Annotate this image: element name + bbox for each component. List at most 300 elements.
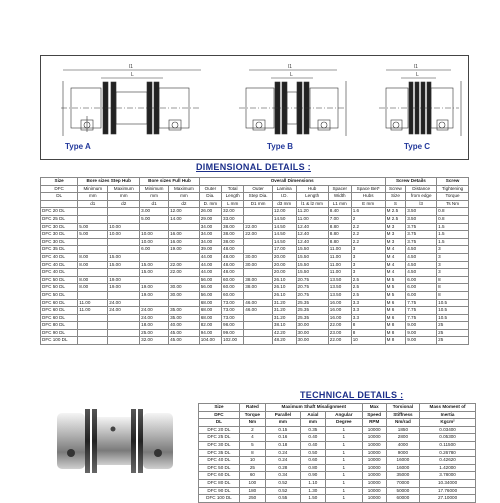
- table-cell: 46.00: [244, 299, 273, 307]
- table-cell: 3.3: [351, 314, 385, 322]
- table-cell: 250: [239, 495, 265, 503]
- table-cell: 38.00: [244, 284, 273, 292]
- table-cell: 3.75: [406, 223, 437, 231]
- table-cell: 16.00: [328, 307, 351, 315]
- dim-h4-6: L mm: [222, 200, 244, 208]
- table-cell: 10000: [362, 495, 386, 503]
- table-cell: 11.00: [328, 253, 351, 261]
- table-cell: 3: [351, 246, 385, 254]
- table-cell: 11.00: [78, 307, 108, 315]
- table-row: [199, 479, 476, 487]
- table-cell: [78, 246, 108, 254]
- table-cell: DFC 50 DL: [41, 291, 78, 299]
- table-cell: 3: [437, 269, 469, 277]
- table-cell: 22.00: [328, 337, 351, 345]
- table-cell: 25.35: [296, 314, 328, 322]
- table-cell: [108, 329, 140, 337]
- tech-h2-4: Angular: [325, 411, 362, 419]
- table-cell: 0.50: [300, 449, 325, 457]
- table-cell: M 8: [385, 322, 406, 330]
- table-cell: 8.00: [78, 276, 108, 284]
- table-cell: 3.3: [351, 307, 385, 315]
- table-row: [41, 215, 469, 223]
- table-cell: 1: [325, 495, 362, 503]
- table-cell: 0.24: [265, 457, 300, 465]
- table-cell: DFC 40 DL: [41, 261, 78, 269]
- table-cell: 4.50: [406, 246, 437, 254]
- table-cell: 3.75: [406, 238, 437, 246]
- table-cell: 10000: [362, 487, 386, 495]
- dim-h4-9: l1 & l2 mm: [296, 200, 328, 208]
- table-cell: 15.50: [296, 261, 328, 269]
- table-cell: M 4: [385, 261, 406, 269]
- tech-h2-6: Stiffness: [386, 411, 419, 419]
- table-cell: [244, 238, 273, 246]
- table-cell: 0.05300: [420, 434, 476, 442]
- table-cell: 1.5: [437, 231, 469, 239]
- table-cell: 19.00: [108, 284, 140, 292]
- table-cell: 4: [239, 434, 265, 442]
- table-row: [41, 329, 469, 337]
- table-cell: 22.00: [328, 322, 351, 330]
- table-cell: M 3: [385, 223, 406, 231]
- table-cell: 10.34000: [420, 479, 476, 487]
- table-cell: [244, 291, 273, 299]
- table-cell: 44.00: [199, 261, 221, 269]
- table-cell: [244, 322, 273, 330]
- table-cell: 10000: [362, 434, 386, 442]
- table-cell: DFC 100 DL: [41, 337, 78, 345]
- table-cell: DFC 30 DL: [41, 231, 78, 239]
- table-cell: 25.35: [296, 299, 328, 307]
- table-cell: 3: [437, 246, 469, 254]
- tech-h2-5: Speed: [362, 411, 386, 419]
- table-cell: DFC 40 DL: [199, 457, 240, 465]
- table-cell: 68.00: [199, 299, 221, 307]
- table-cell: 11.00: [328, 246, 351, 254]
- tech-h3-0: DL: [199, 419, 240, 427]
- tcol-misalignment: Maximum Shaft Misalignment: [265, 404, 362, 412]
- table-cell: 1.6: [351, 208, 385, 216]
- tech-h3-6: Nm/rad: [386, 419, 419, 427]
- table-cell: 73.00: [222, 299, 244, 307]
- table-cell: [108, 208, 140, 216]
- type-b-label: Type B: [267, 142, 294, 151]
- dim-h2-7: Outer: [244, 185, 273, 193]
- dim-h3-13: from edge: [406, 193, 437, 201]
- table-cell: 12.00: [169, 208, 200, 216]
- table-cell: 4.50: [406, 261, 437, 269]
- table-cell: 12.40: [296, 223, 328, 231]
- dim-h4-12: S: [385, 200, 406, 208]
- table-cell: DFC 50 DL: [199, 464, 240, 472]
- table-cell: [244, 314, 273, 322]
- table-cell: 100: [239, 479, 265, 487]
- table-cell: 1: [325, 472, 362, 480]
- table-cell: 0.40: [300, 441, 325, 449]
- table-cell: 22.00: [244, 223, 273, 231]
- dim-h4-10: L1 mm: [328, 200, 351, 208]
- table-cell: 25: [437, 337, 469, 345]
- table-cell: 6.00: [406, 291, 437, 299]
- table-cell: 0.8: [437, 208, 469, 216]
- table-cell: 2.2: [351, 238, 385, 246]
- table-cell: DFC 20 DL: [199, 426, 240, 434]
- table-cell: DFC 25 DL: [199, 434, 240, 442]
- table-cell: 3: [437, 253, 469, 261]
- table-cell: 3.78000: [420, 472, 476, 480]
- table-cell: 48.00: [222, 246, 244, 254]
- table-cell: 6.00: [406, 284, 437, 292]
- table-cell: 10000: [362, 457, 386, 465]
- table-cell: DFC 20 DL: [41, 208, 78, 216]
- table-cell: M 5: [385, 291, 406, 299]
- table-cell: 0.60: [300, 457, 325, 465]
- table-cell: 8.40: [328, 208, 351, 216]
- table-cell: M 4: [385, 269, 406, 277]
- table-cell: 1: [325, 449, 362, 457]
- table-cell: [244, 269, 273, 277]
- table-cell: 0.18: [265, 441, 300, 449]
- dim-l-c: L: [416, 72, 419, 78]
- dim-h3-1: mm: [78, 193, 108, 201]
- table-cell: 14.00: [169, 215, 200, 223]
- table-cell: 38.00: [244, 276, 273, 284]
- table-row: [199, 495, 476, 503]
- table-cell: 16.00: [169, 231, 200, 239]
- table-cell: [244, 215, 273, 223]
- table-cell: 8.00: [78, 261, 108, 269]
- table-cell: M 6: [385, 299, 406, 307]
- tech-h2-0: DFC: [199, 411, 240, 419]
- table-cell: 1: [325, 457, 362, 465]
- table-cell: M 2.5: [385, 215, 406, 223]
- table-cell: DFC 60 DL: [41, 299, 78, 307]
- table-cell: [169, 223, 200, 231]
- table-cell: DFC 60 DL: [199, 472, 240, 480]
- dim-h4-14: Ts Nm: [437, 200, 469, 208]
- table-cell: 8: [437, 291, 469, 299]
- table-cell: 16.00: [169, 238, 200, 246]
- table-cell: 5.00: [140, 215, 169, 223]
- table-cell: 30.00: [296, 322, 328, 330]
- dim-h3-9: Length: [296, 193, 328, 201]
- table-cell: [108, 314, 140, 322]
- table-cell: 1.42000: [420, 464, 476, 472]
- table-cell: 10000: [362, 441, 386, 449]
- table-cell: 10.00: [140, 231, 169, 239]
- table-cell: [244, 208, 273, 216]
- table-cell: [140, 253, 169, 261]
- table-cell: 38.00: [222, 238, 244, 246]
- table-cell: 30.00: [169, 291, 200, 299]
- table-cell: 0.90: [300, 472, 325, 480]
- table-row: [41, 322, 469, 330]
- table-cell: DFC 90 DL: [41, 329, 78, 337]
- table-cell: 38.00: [222, 231, 244, 239]
- table-cell: 1: [325, 426, 362, 434]
- table-cell: 26.10: [272, 276, 296, 284]
- tcol-rated: Rated: [239, 404, 265, 412]
- table-cell: 29.00: [199, 215, 221, 223]
- table-row: [41, 246, 469, 254]
- table-cell: 1.50: [300, 495, 325, 503]
- table-cell: 2.5: [351, 276, 385, 284]
- table-cell: DFC 60 DL: [41, 307, 78, 315]
- col-screw: Screw: [437, 178, 469, 186]
- table-cell: 14.50: [272, 231, 296, 239]
- table-cell: 82.00: [199, 322, 221, 330]
- table-cell: 9.00: [406, 322, 437, 330]
- table-cell: 2.2: [351, 223, 385, 231]
- table-cell: [169, 253, 200, 261]
- tech-h2-2: Parallel: [265, 411, 300, 419]
- dim-h4-7: D1 mm: [244, 200, 273, 208]
- table-cell: [108, 246, 140, 254]
- tech-h2-1: Torque: [239, 411, 265, 419]
- table-cell: 1.30: [300, 487, 325, 495]
- dim-h3-11: Hubs: [351, 193, 385, 201]
- table-cell: 12.40: [296, 238, 328, 246]
- table-cell: 16000: [386, 457, 419, 465]
- table-cell: [169, 276, 200, 284]
- table-cell: 24.00: [140, 314, 169, 322]
- coupling-photo: [47, 391, 187, 487]
- table-cell: 0.80: [300, 464, 325, 472]
- table-cell: 11.00: [296, 215, 328, 223]
- table-cell: M 6: [385, 314, 406, 322]
- table-cell: 60.00: [222, 284, 244, 292]
- table-cell: 10000: [362, 479, 386, 487]
- table-cell: 10.5: [437, 307, 469, 315]
- table-cell: 10000: [362, 472, 386, 480]
- dim-h3-2: mm: [108, 193, 140, 201]
- tcol-inertia: Mass Moment of: [420, 404, 476, 412]
- table-cell: 180: [239, 487, 265, 495]
- table-cell: 14.50: [272, 223, 296, 231]
- table-cell: 3.00: [140, 208, 169, 216]
- table-cell: 30.00: [296, 329, 328, 337]
- dim-h3-12: Size: [385, 193, 406, 201]
- table-cell: 16.00: [328, 314, 351, 322]
- table-cell: [108, 291, 140, 299]
- table-cell: 23.00: [328, 329, 351, 337]
- type-c-label: Type C: [404, 142, 431, 151]
- table-cell: 10.5: [437, 314, 469, 322]
- table-cell: 24.00: [108, 299, 140, 307]
- table-cell: 2800: [386, 434, 419, 442]
- table-row: [41, 269, 469, 277]
- dim-h4-2: d2: [108, 200, 140, 208]
- dim-h4-4: d2: [169, 200, 200, 208]
- dim-h2-3: Minimum: [140, 185, 169, 193]
- table-cell: DFC 35 DL: [199, 449, 240, 457]
- table-cell: 73.00: [222, 307, 244, 315]
- table-cell: 3.75: [406, 231, 437, 239]
- table-cell: 1850: [386, 426, 419, 434]
- table-cell: 10.5: [437, 299, 469, 307]
- col-screw-details: Screw Details: [385, 178, 437, 186]
- table-row: [199, 457, 476, 465]
- table-cell: 32.00: [222, 208, 244, 216]
- table-cell: 56.00: [199, 284, 221, 292]
- tech-h3-4: Degree: [325, 419, 362, 427]
- dim-h3-10: Width: [328, 193, 351, 201]
- table-row: [199, 464, 476, 472]
- dim-h2-14: Tightening: [437, 185, 469, 193]
- table-cell: 2.2: [351, 231, 385, 239]
- table-row: [41, 276, 469, 284]
- table-cell: 15.00: [108, 261, 140, 269]
- table-cell: 1.10: [300, 479, 325, 487]
- table-row: [199, 441, 476, 449]
- table-cell: 26.00: [199, 208, 221, 216]
- table-cell: [108, 215, 140, 223]
- table-cell: 1: [325, 441, 362, 449]
- table-cell: 12.00: [272, 208, 296, 216]
- table-cell: M 4: [385, 246, 406, 254]
- table-cell: 6.00: [406, 276, 437, 284]
- table-cell: 8: [437, 276, 469, 284]
- table-row: [199, 434, 476, 442]
- table-cell: 60.00: [222, 276, 244, 284]
- table-cell: [140, 223, 169, 231]
- table-cell: 1: [325, 487, 362, 495]
- table-cell: 27.10000: [420, 495, 476, 503]
- dim-label-c: l1: [414, 64, 418, 70]
- table-cell: 3: [351, 269, 385, 277]
- table-cell: 7.00: [328, 215, 351, 223]
- dimensional-details-title: DIMENSIONAL DETAILS :: [196, 162, 311, 172]
- table-cell: 25: [239, 464, 265, 472]
- table-cell: 15.00: [140, 269, 169, 277]
- table-cell: 0.35: [300, 426, 325, 434]
- table-cell: 10: [351, 337, 385, 345]
- table-cell: 13.50: [328, 284, 351, 292]
- table-cell: 56.00: [199, 276, 221, 284]
- dim-h2-9: Hub: [296, 185, 328, 193]
- tech-h3-7: Kgcm²: [420, 419, 476, 427]
- table-cell: 5.00: [78, 223, 108, 231]
- table-cell: 0.42620: [420, 457, 476, 465]
- table-cell: 33.00: [222, 215, 244, 223]
- table-cell: DFC 50 DL: [41, 284, 78, 292]
- dim-h3-14: Torque: [437, 193, 469, 201]
- table-cell: 0.8: [437, 215, 469, 223]
- table-cell: DFC 40 DL: [41, 253, 78, 261]
- table-cell: 8: [437, 284, 469, 292]
- table-cell: 39.00: [199, 246, 221, 254]
- table-cell: 3: [351, 261, 385, 269]
- table-cell: 25: [437, 329, 469, 337]
- table-cell: 1.5: [437, 223, 469, 231]
- dim-h2-10: Spacer: [328, 185, 351, 193]
- table-cell: 24.00: [140, 307, 169, 315]
- type-a-drawing: [61, 70, 201, 136]
- dim-h3-6: Length: [222, 193, 244, 201]
- table-cell: 50000: [386, 487, 419, 495]
- table-cell: 8.00: [78, 253, 108, 261]
- table-cell: 19.00: [169, 246, 200, 254]
- dim-h4-1: d1: [78, 200, 108, 208]
- table-cell: M 5: [385, 276, 406, 284]
- table-cell: 8.80: [328, 238, 351, 246]
- table-cell: 12.40: [296, 231, 328, 239]
- table-cell: 2: [239, 426, 265, 434]
- table-cell: 26.10: [272, 291, 296, 299]
- dim-label-a: l1: [129, 64, 133, 70]
- dim-h2-12: Screw: [385, 185, 406, 193]
- table-cell: 31.20: [272, 299, 296, 307]
- table-cell: 14.50: [272, 215, 296, 223]
- table-cell: 34.00: [199, 223, 221, 231]
- table-cell: 0.24: [265, 449, 300, 457]
- table-cell: 0.55: [265, 495, 300, 503]
- table-cell: 26.10: [272, 284, 296, 292]
- dimensional-table: [40, 177, 469, 345]
- table-cell: 20.00: [272, 269, 296, 277]
- table-cell: 10000: [362, 464, 386, 472]
- table-cell: 9.00: [406, 329, 437, 337]
- table-cell: 8: [351, 329, 385, 337]
- table-cell: [244, 329, 273, 337]
- table-cell: 30.00: [244, 261, 273, 269]
- table-cell: [78, 329, 108, 337]
- table-cell: M 2.5: [385, 208, 406, 216]
- dim-label-b: l1: [288, 64, 292, 70]
- dim-l-b: L: [290, 72, 293, 78]
- dim-h4-3: d1: [140, 200, 169, 208]
- table-cell: 35.00: [169, 307, 200, 315]
- table-cell: 24.00: [108, 307, 140, 315]
- table-row: [41, 231, 469, 239]
- table-cell: DFC 90 DL: [199, 487, 240, 495]
- dim-h3-3: mm: [140, 193, 169, 201]
- tcol-size: Size: [199, 404, 240, 412]
- table-cell: 17.76000: [420, 487, 476, 495]
- table-row: [199, 472, 476, 480]
- table-cell: 48.00: [222, 269, 244, 277]
- table-cell: 35.00: [169, 314, 200, 322]
- dim-h2-13: Distance: [406, 185, 437, 193]
- table-cell: [140, 276, 169, 284]
- table-cell: 14.50: [272, 238, 296, 246]
- table-cell: 0.28: [265, 464, 300, 472]
- table-cell: 30.00: [244, 253, 273, 261]
- table-cell: 20.00: [272, 261, 296, 269]
- technical-table: [198, 403, 476, 503]
- table-cell: 30.00: [296, 337, 328, 345]
- table-cell: M 3: [385, 238, 406, 246]
- table-cell: 40.00: [169, 322, 200, 330]
- dim-h3-8: I.D.: [272, 193, 296, 201]
- table-row: [41, 238, 469, 246]
- table-cell: DFC 35 DL: [41, 246, 78, 254]
- table-cell: 104.00: [199, 337, 221, 345]
- table-cell: 15.50: [296, 246, 328, 254]
- table-cell: 15.00: [108, 253, 140, 261]
- table-cell: 48.00: [222, 261, 244, 269]
- table-cell: 4.50: [406, 253, 437, 261]
- table-cell: 13.50: [328, 276, 351, 284]
- table-cell: 20.75: [296, 276, 328, 284]
- table-cell: DFC 25 DL: [41, 215, 78, 223]
- dim-h2-8: Lamina: [272, 185, 296, 193]
- table-cell: 5: [239, 441, 265, 449]
- table-cell: 3.50: [406, 215, 437, 223]
- table-cell: 45.00: [169, 337, 200, 345]
- table-cell: DFC 50 DL: [41, 276, 78, 284]
